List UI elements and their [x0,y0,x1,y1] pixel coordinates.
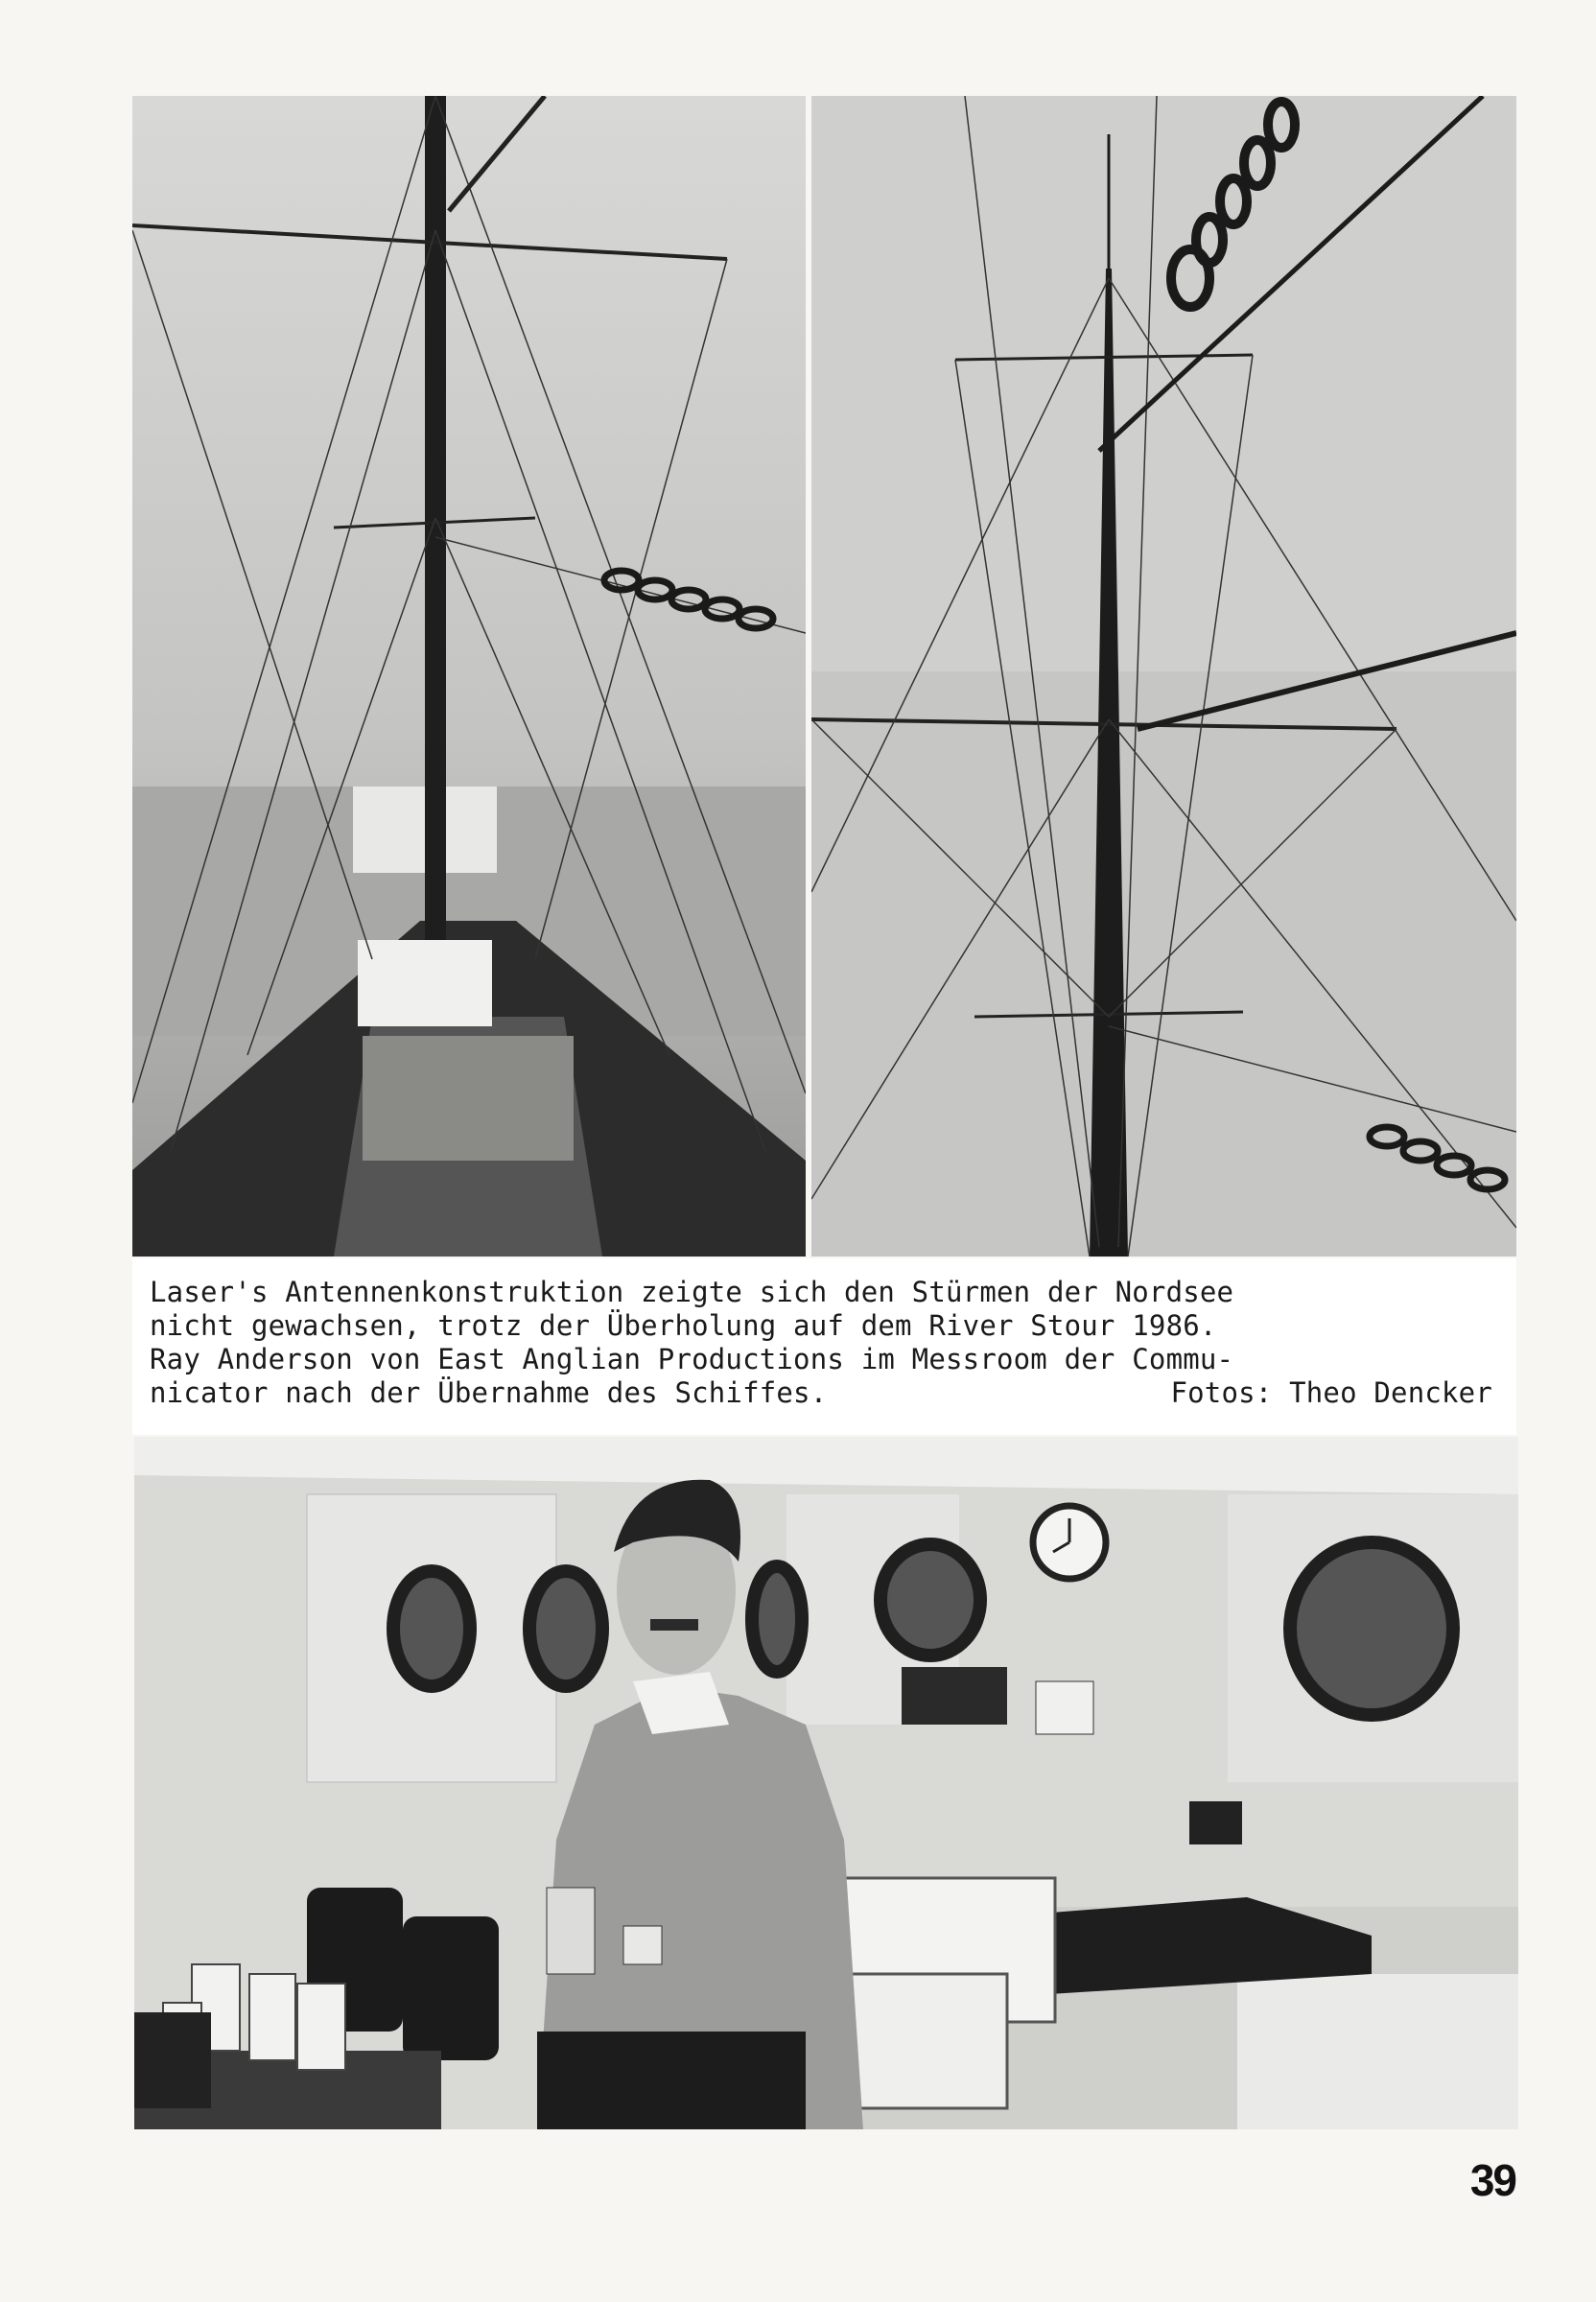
caption-text [150,1276,1492,1410]
photo-ship-deck [132,96,806,1257]
photo-messroom [134,1437,1518,2129]
photo-caption [132,1258,1516,1435]
photo-antenna-mast [811,96,1516,1257]
page-number: 39 [1469,2155,1515,2205]
caption-line-4-text: nicator nach der Übernahme des Schiffes. [150,1376,828,1409]
caption-line-2: nicht gewachsen, trotz der Überholung auf dem River Stour 1986. [150,1309,1217,1342]
caption-line-4 [150,1376,1492,1410]
caption-line-1: Laser's Antennenkonstruktion zeigte sich den Stürmen der Nordsee [150,1276,1234,1308]
caption-line-3: Ray Anderson von East Anglian Productions im Messroom der Commu- [150,1343,1234,1375]
photo-credit: Fotos: Theo Dencker [1170,1376,1492,1409]
